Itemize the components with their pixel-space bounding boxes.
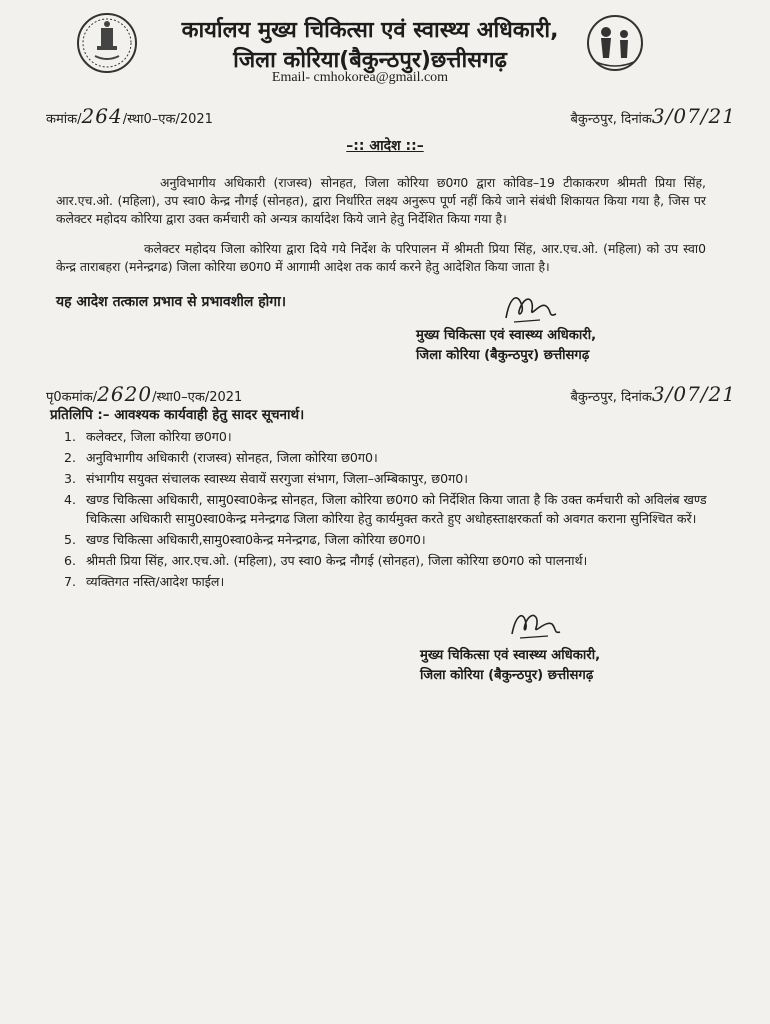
signatory-office: जिला कोरिया (बैकुन्ठपुर) छत्तीसगढ़ — [416, 348, 590, 363]
list-item — [64, 572, 714, 591]
list-item-text: श्रीमती प्रिया सिंह, आर.एच.ओ. (महिला), उप स्वा0 केन्द्र नौगई (सोनहत), जिला कोरिया छ0ग0 को पालनार्थ। — [86, 553, 588, 568]
signature-mark-1 — [500, 288, 560, 326]
order-date-handwritten: 3/07/21 — [651, 104, 736, 128]
order-place-date-label: बैकुन्ठपुर, दिनांक — [570, 112, 652, 127]
list-item-text: अनुविभागीय अधिकारी (राजस्व) सोनहत, जिला कोरिया छ0ग0। — [86, 450, 378, 465]
list-item — [64, 551, 714, 570]
list-item-text: खण्ड चिकित्सा अधिकारी,सामु0स्वा0केन्द्र मनेन्द्रगढ, जिला कोरिया छ0ग0। — [86, 532, 426, 547]
letterhead — [0, 0, 770, 96]
endorsement-number — [46, 382, 242, 406]
order-number-suffix: /स्था0–एक/2021 — [122, 112, 213, 127]
endorsement-number-handwritten: 2620 — [97, 382, 153, 406]
endorsement-place-date — [570, 382, 736, 406]
list-item-number: 6. — [64, 553, 77, 568]
signatory-office: जिला कोरिया (बैकुन्ठपुर) छत्तीसगढ़ — [420, 668, 594, 683]
order-heading — [0, 136, 770, 155]
office-email: Email- cmhokorea@gmail.com — [271, 70, 449, 85]
list-item-text: व्यक्तिगत नस्ति/आदेश फाईल। — [86, 574, 225, 589]
order-number — [46, 104, 213, 128]
order-number-prefix: कमांक/ — [46, 112, 82, 127]
list-item-text: खण्ड चिकित्सा अधिकारी, सामु0स्वा0केन्द्र सोनहत, जिला कोरिया छ0ग0 को निर्देशित किया जाता है कि उक्त कर्मचारी को अविलंब खण्ड चिकित्सा अधिकारी सामु0स्वा0केन्द्र मनेन्द्रगढ जिला कोरिया हेतु कार्यमुक्त करते हुए अधोहस्ताक्षरकर्ता को अवगत कराना सुनिश्चित करें। — [86, 492, 707, 526]
endorsement-place-date-label: बैकुन्ठपुर, दिनांक — [570, 390, 652, 405]
state-emblem-icon — [76, 12, 138, 74]
office-title — [140, 16, 600, 76]
endorsement-number-prefix: पृ0कमांक/ — [46, 390, 98, 405]
list-item — [64, 490, 714, 528]
signatory-designation: मुख्य चिकित्सा एवं स्वास्थ्य अधिकारी, — [416, 328, 597, 343]
office-title-line-2: जिला कोरिया(बैकुन्ठपुर)छत्तीसगढ़ — [233, 48, 507, 73]
list-item-number: 3. — [64, 471, 77, 486]
order-effect-statement: यह आदेश तत्काल प्रभाव से प्रभावशील होगा। — [56, 294, 287, 310]
order-number-handwritten: 264 — [81, 104, 123, 128]
list-item-text: संभागीय सयुक्त संचालक स्वास्थ्य सेवायें सरगुजा संभाग, जिला–अम्बिकापुर, छ0ग0। — [86, 471, 469, 486]
endorsement-date-handwritten: 3/07/21 — [651, 382, 736, 406]
list-item-number: 5. — [64, 532, 77, 547]
signature-mark-2 — [504, 604, 564, 642]
endorsement-number-suffix: /स्था0–एक/2021 — [152, 390, 243, 405]
list-item — [64, 530, 714, 549]
list-item-text: कलेक्टर, जिला कोरिया छ0ग0। — [86, 429, 232, 444]
copy-to-label: प्रतिलिपि :– आवश्यक कार्यवाही हेतु सादर सूचनार्थ। — [50, 407, 305, 423]
order-heading-text: –:: आदेश ::– — [346, 138, 424, 154]
order-paragraph-1: अनुविभागीय अधिकारी (राजस्व) सोनहत, जिला कोरिया छ0ग0 द्वारा कोविड–19 टीकाकरण श्रीमती प्रिया सिंह, आर.एच.ओ. (महिला), उप स्वा0 केन्द्र नौगई (सोनहत), द्वारा निर्धारित लक्ष्य अनुरूप पूर्ण नहीं किये जाने संबंधी शिकायत किया गया है, जिस पर कलेक्टर महोदय कोरिया द्वारा उक्त कर्मचारी को अन्यत्र कार्यादेश किये जाने हेतु निर्देशित किया गया है। — [56, 175, 706, 226]
signatory-designation: मुख्य चिकित्सा एवं स्वास्थ्य अधिकारी, — [420, 648, 601, 663]
order-paragraph-2: कलेक्टर महोदय जिला कोरिया द्वारा दिये गये निर्देश के परिपालन में श्रीमती प्रिया सिंह, आर.एच.ओ. (महिला) को उप स्वा0 केन्द्र ताराबहरा (मनेन्द्रगढ) जिला कोरिया छ0ग0 में आगामी आदेश तक कार्य करने हेतु आदेशित किया जाता है। — [56, 241, 706, 274]
signatory-block-2 — [420, 646, 760, 686]
list-item-number: 1. — [64, 429, 77, 444]
copy-to-list — [64, 427, 714, 593]
list-item-number: 7. — [64, 574, 77, 589]
order-place-date — [570, 104, 736, 128]
signatory-block-1 — [416, 326, 756, 366]
health-logo-icon — [586, 14, 644, 72]
list-item — [64, 427, 714, 446]
list-item — [64, 448, 714, 467]
list-item-number: 2. — [64, 450, 77, 465]
list-item-number: 4. — [64, 492, 77, 507]
office-title-line-1: कार्यालय मुख्य चिकित्सा एवं स्वास्थ्य अधिकारी, — [181, 18, 559, 43]
list-item — [64, 469, 714, 488]
